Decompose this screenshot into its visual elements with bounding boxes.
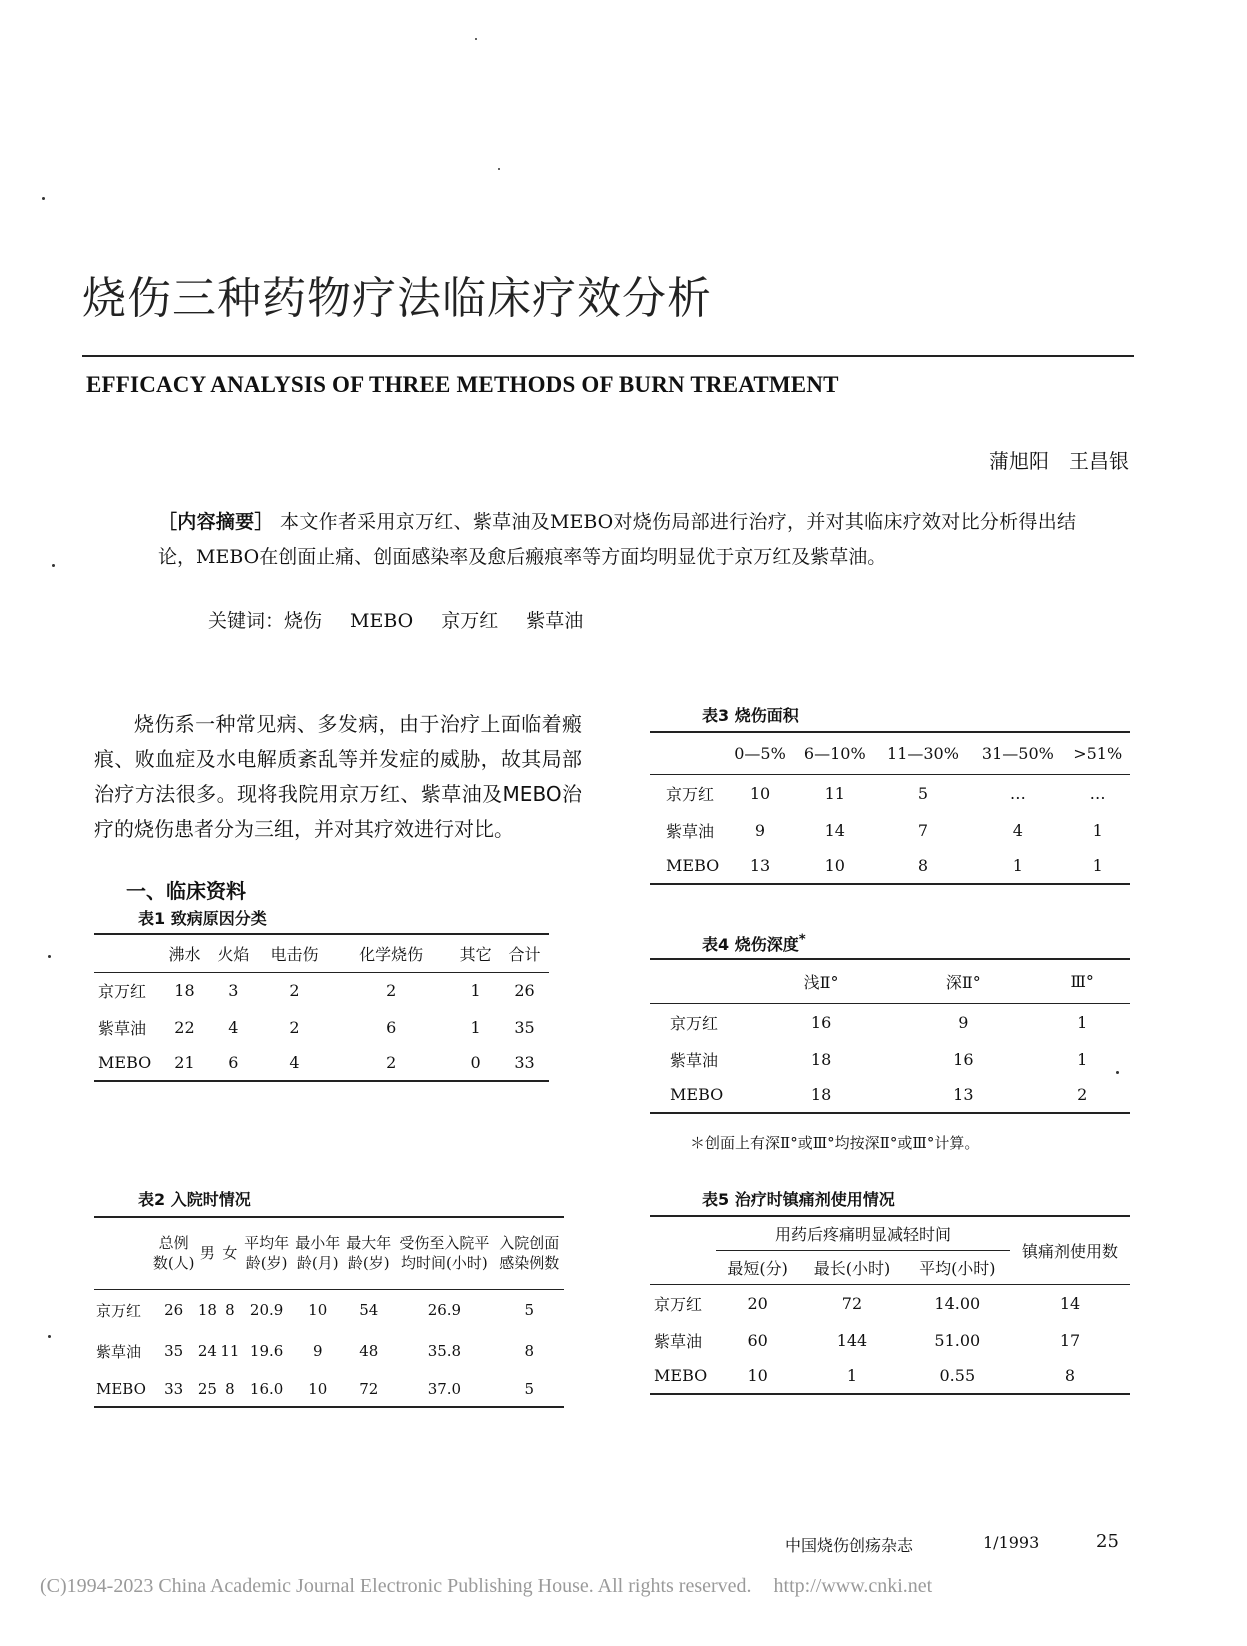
cell: 18 [174,981,195,1001]
scan-speck [48,1335,51,1338]
cell: 1 [1077,1049,1088,1069]
scan-speck [475,38,477,40]
table2-header: 男 [196,1217,218,1289]
cell: 5 [524,1301,534,1320]
cell: 10 [308,1379,328,1398]
cell: 144 [836,1330,868,1350]
table3-header: 6—10% [794,732,875,774]
table3-caption: 表3 烧伤面积 [702,706,799,725]
cell: 13 [953,1085,974,1104]
table-row [650,1358,1130,1394]
table1-header [94,934,160,972]
table-row [650,774,1130,812]
table-row [650,1322,1130,1358]
row-label: MEBO [666,856,720,875]
table2-header: 平均年龄(岁) [241,1217,292,1289]
cell: 18 [810,1085,832,1104]
cell: 8 [1064,1366,1076,1385]
table-row [94,1331,564,1371]
cell: 16 [810,1012,832,1032]
table1-caption: 表1 致病原因分类 [138,909,267,928]
cell: 35.8 [427,1342,462,1360]
row-label: 京万红 [96,1301,142,1320]
cell: 19.6 [249,1342,284,1360]
cell: 1 [1077,1012,1088,1032]
table3-header [650,732,726,774]
cell: 5 [917,783,929,803]
row-label: MEBO [654,1366,708,1385]
cell: 37.0 [427,1379,462,1398]
cell: 9 [754,820,766,840]
table1-header: 其它 [451,934,500,972]
table5-header-last: 镇痛剂使用数 [1010,1216,1130,1284]
cell: 26 [164,1301,184,1320]
table5 [650,1215,1130,1395]
section-heading: 一、临床资料 [126,879,246,903]
keyword-item: 烧伤 [284,610,323,632]
cell: 54 [359,1301,379,1320]
row-label: MEBO [98,1053,152,1072]
cell: 4 [228,1017,239,1037]
cell: 5 [524,1379,534,1398]
cell: 26 [514,981,535,1001]
cell: 25 [197,1379,217,1398]
cell: 17 [1059,1330,1081,1350]
table4-header: Ⅲ° [1034,959,1130,1003]
cell: … [1089,783,1106,803]
table1-header: 化学烧伤 [331,934,451,972]
table5-subheader: 最长(小时) [799,1250,904,1284]
cell: 10 [824,856,845,875]
cell: 60 [747,1330,768,1350]
authors: 蒲旭阳 王昌银 [989,449,1129,473]
cell: 10 [308,1301,328,1320]
keyword-item: 紫草油 [526,610,584,632]
cell: 0 [470,1053,481,1072]
cell: 8 [524,1342,534,1360]
cell: 11 [220,1342,240,1360]
table2-header: 总例数(人) [151,1217,196,1289]
row-label: 紫草油 [666,821,715,841]
table-row [94,1009,549,1045]
keyword-item: 京万红 [441,610,499,632]
table-row [94,1371,564,1407]
cell: 1 [470,1017,481,1037]
table1 [94,933,549,1082]
table4-header: 浅Ⅱ° [750,959,892,1003]
table2-header: 女 [219,1217,241,1289]
cell: 16 [953,1049,974,1069]
article-title-zh: 烧伤三种药物疗法临床疗效分析 [82,273,712,324]
scan-speck [52,564,55,567]
table1-header: 电击伤 [258,934,331,972]
table5-subheader: 最短(分) [716,1250,799,1284]
cell: 18 [197,1301,217,1320]
row-label: MEBO [96,1379,146,1398]
table4-header: 深Ⅱ° [892,959,1034,1003]
table-row [650,1041,1130,1077]
footer-issue: 1/1993 [983,1533,1040,1552]
cell: 1 [1092,820,1103,840]
cell: 11 [824,783,845,803]
cell: 8 [917,856,929,875]
cell: 26.9 [427,1301,462,1320]
table5-caption: 表5 治疗时镇痛剂使用情况 [702,1190,895,1209]
cell: 13 [749,856,771,875]
keyword-item: MEBO [350,610,414,632]
copyright-line [40,1575,932,1598]
cell: 1 [470,981,481,1001]
table4-note: ＊创面上有深Ⅱ°或Ⅲ°均按深Ⅱ°或Ⅲ°计算。 [690,1134,980,1152]
cell: 1 [1092,856,1103,875]
cell: 8 [225,1379,235,1398]
row-label: 京万红 [654,1294,703,1314]
table2-header: 最大年龄(岁) [343,1217,394,1289]
cell: 6 [386,1017,397,1037]
cell: 14 [824,820,845,840]
table3-header: 0—5% [726,732,794,774]
scan-speck [1116,1071,1119,1074]
table4-header [650,959,750,1003]
copyright-text: (C)1994-2023 China Academic Journal Electronic Publishing House. All rights reserved. [40,1575,752,1597]
table-row [94,1289,564,1331]
cell: 16.0 [249,1379,284,1398]
cell: 35 [514,1017,535,1037]
cell: 35 [164,1342,184,1360]
cell: 48 [359,1342,379,1360]
row-label: MEBO [670,1085,724,1104]
table-row [650,848,1130,884]
table1-header: 火焰 [209,934,258,972]
table3-header: 11—30% [876,732,971,774]
cell: 0.55 [939,1366,976,1385]
table-row [650,1284,1130,1322]
cell: 14 [1059,1293,1081,1313]
row-label: 紫草油 [670,1050,719,1070]
cell: 2 [386,981,397,1001]
cell: 22 [174,1017,195,1037]
abstract [158,505,1076,575]
table5-subheader: 平均(小时) [905,1250,1010,1284]
cell: 1 [1012,856,1023,875]
abstract-label: ［内容摘要］ [158,511,274,533]
keywords [208,606,611,633]
title-rule [82,355,1134,357]
table4 [650,958,1130,1114]
cell: 9 [958,1012,969,1032]
table4-caption [702,932,806,955]
cell: 10 [747,1366,768,1385]
intro-paragraph: 烧伤系一种常见病、多发病，由于治疗上面临着瘢痕、败血症及水电解质紊乱等并发症的威胁，故其局部治疗方法很多。现将我院用京万红、紫草油及MEBO治疗的烧伤患者分为三组，并对其疗效进行对比。 [94,712,582,841]
cell: 33 [514,1053,535,1072]
footer-journal: 中国烧伤创疡杂志 [785,1536,914,1555]
cell: 4 [1012,820,1023,840]
cell: 21 [174,1053,195,1072]
table1-header: 合计 [500,934,549,972]
row-label: 京万红 [670,1013,719,1033]
table2-header: 最小年龄(月) [292,1217,343,1289]
cell: 20.9 [249,1301,284,1320]
cell: 1 [846,1366,858,1385]
cell: 6 [228,1053,239,1072]
cell: 51.00 [934,1330,981,1350]
table-row [650,1077,1130,1113]
cell: 18 [810,1049,832,1069]
table-row [94,972,549,1009]
table4-caption-mark: * [798,932,806,948]
cell: 2 [289,981,300,1001]
row-label: 紫草油 [96,1342,142,1361]
table5-header-blank [650,1216,716,1284]
cell: 2 [386,1053,397,1072]
cell: 72 [841,1293,863,1313]
row-label: 京万红 [98,982,147,1002]
cell: 14.00 [934,1293,981,1313]
cell: 33 [164,1379,184,1398]
abstract-text: 本文作者采用京万红、紫草油及MEBO对烧伤局部进行治疗，并对其临床疗效对比分析得出结论，MEBO在创面止痛、创面感染率及愈后瘢痕率等方面均明显优于京万红及紫草油。 [158,511,1076,568]
cell: 3 [228,981,239,1001]
row-label: 紫草油 [654,1331,703,1351]
table-row [650,812,1130,848]
scan-speck [42,197,45,200]
table2 [94,1216,564,1408]
table2-caption: 表2 入院时情况 [138,1190,251,1209]
table2-header: 受伤至入院平均时间(小时) [394,1217,494,1289]
table3 [650,731,1130,885]
copyright-url: http://www.cnki.net [773,1575,933,1597]
row-label: 紫草油 [98,1018,147,1038]
cell: 4 [289,1053,300,1072]
table-row [650,1003,1130,1041]
row-label: 京万红 [666,784,715,804]
cell: … [1009,783,1026,803]
table2-header: 入院创面感染例数 [494,1217,564,1289]
cell: 20 [747,1293,768,1313]
scan-speck [498,168,500,170]
cell: 24 [197,1342,217,1360]
cell: 2 [1077,1085,1088,1104]
table-row [94,1045,549,1081]
table5-group-header: 用药后疼痛明显减轻时间 [716,1216,1010,1250]
cell: 72 [359,1379,379,1398]
cell: 7 [917,820,929,840]
cell: 8 [225,1301,235,1320]
scan-speck [48,955,51,958]
table4-caption-text: 表4 烧伤深度 [702,935,799,954]
cell: 2 [289,1017,300,1037]
cell: 10 [749,783,771,803]
keywords-label: 关键词： [208,610,285,632]
table2-header [94,1217,151,1289]
page-number: 25 [1096,1531,1119,1552]
table1-header: 沸水 [160,934,209,972]
article-title-en: EFFICACY ANALYSIS OF THREE METHODS OF BURN TREATMENT [86,372,839,397]
cell: 9 [312,1342,323,1360]
table3-header: 31—50% [970,732,1065,774]
table3-header: >51% [1065,732,1130,774]
